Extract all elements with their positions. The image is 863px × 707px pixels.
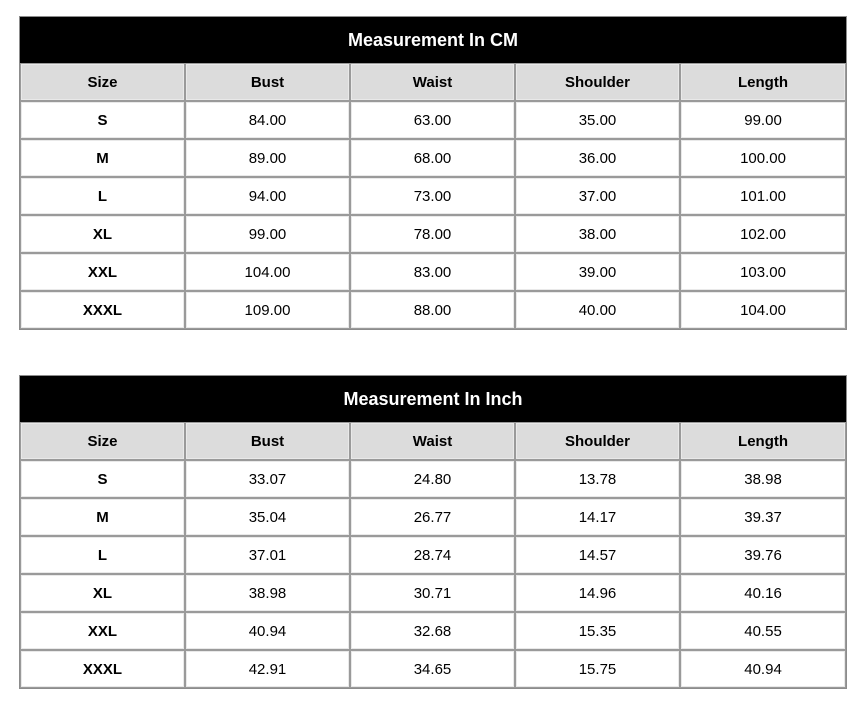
table-row	[20, 177, 846, 215]
cell-size: XL	[20, 215, 185, 253]
table-row	[20, 291, 846, 329]
cell-size: XXXL	[20, 650, 185, 688]
cell-length: 38.98	[680, 460, 846, 498]
cell-waist: 26.77	[350, 498, 515, 536]
table-row	[20, 101, 846, 139]
cell-size: XL	[20, 574, 185, 612]
table-row	[20, 498, 846, 536]
cell-length: 39.76	[680, 536, 846, 574]
cell-waist: 34.65	[350, 650, 515, 688]
cell-bust: 42.91	[185, 650, 350, 688]
cell-shoulder: 14.17	[515, 498, 680, 536]
table-row	[20, 215, 846, 253]
table-row	[20, 650, 846, 688]
cell-shoulder: 35.00	[515, 101, 680, 139]
cell-length: 103.00	[680, 253, 846, 291]
cell-shoulder: 15.75	[515, 650, 680, 688]
cell-waist: 78.00	[350, 215, 515, 253]
column-header-shoulder: Shoulder	[515, 63, 680, 101]
column-header-size: Size	[20, 422, 185, 460]
cell-bust: 40.94	[185, 612, 350, 650]
size-chart-cm-table	[19, 16, 847, 330]
column-header-size: Size	[20, 63, 185, 101]
cell-shoulder: 14.57	[515, 536, 680, 574]
table-row	[20, 574, 846, 612]
column-header-bust: Bust	[185, 422, 350, 460]
cell-waist: 32.68	[350, 612, 515, 650]
cell-size: M	[20, 139, 185, 177]
table-row	[20, 139, 846, 177]
cell-length: 104.00	[680, 291, 846, 329]
cell-bust: 94.00	[185, 177, 350, 215]
cell-bust: 89.00	[185, 139, 350, 177]
cell-length: 40.55	[680, 612, 846, 650]
column-header-bust: Bust	[185, 63, 350, 101]
cell-waist: 63.00	[350, 101, 515, 139]
cell-shoulder: 38.00	[515, 215, 680, 253]
cell-bust: 35.04	[185, 498, 350, 536]
cell-length: 40.94	[680, 650, 846, 688]
cell-waist: 88.00	[350, 291, 515, 329]
cell-size: XXL	[20, 253, 185, 291]
cell-bust: 38.98	[185, 574, 350, 612]
cell-shoulder: 15.35	[515, 612, 680, 650]
cell-size: L	[20, 177, 185, 215]
cell-size: XXL	[20, 612, 185, 650]
cell-size: S	[20, 460, 185, 498]
cell-waist: 24.80	[350, 460, 515, 498]
header-row	[20, 422, 846, 460]
cell-shoulder: 39.00	[515, 253, 680, 291]
cell-bust: 37.01	[185, 536, 350, 574]
table-row	[20, 253, 846, 291]
cell-size: S	[20, 101, 185, 139]
cell-bust: 33.07	[185, 460, 350, 498]
cell-waist: 28.74	[350, 536, 515, 574]
cell-length: 39.37	[680, 498, 846, 536]
cell-bust: 104.00	[185, 253, 350, 291]
cell-length: 100.00	[680, 139, 846, 177]
cell-shoulder: 36.00	[515, 139, 680, 177]
table-title-cm: Measurement In CM	[20, 17, 846, 63]
table-body-inch	[20, 422, 846, 688]
cell-waist: 68.00	[350, 139, 515, 177]
cell-size: XXXL	[20, 291, 185, 329]
cell-bust: 84.00	[185, 101, 350, 139]
cell-size: M	[20, 498, 185, 536]
column-header-shoulder: Shoulder	[515, 422, 680, 460]
header-row	[20, 63, 846, 101]
cell-shoulder: 14.96	[515, 574, 680, 612]
table-row	[20, 536, 846, 574]
cell-bust: 109.00	[185, 291, 350, 329]
cell-length: 40.16	[680, 574, 846, 612]
table-body-cm	[20, 63, 846, 329]
cell-waist: 73.00	[350, 177, 515, 215]
cell-length: 99.00	[680, 101, 846, 139]
cell-waist: 83.00	[350, 253, 515, 291]
cell-waist: 30.71	[350, 574, 515, 612]
column-header-waist: Waist	[350, 422, 515, 460]
column-header-length: Length	[680, 422, 846, 460]
column-header-length: Length	[680, 63, 846, 101]
cell-shoulder: 40.00	[515, 291, 680, 329]
cell-length: 102.00	[680, 215, 846, 253]
cell-shoulder: 37.00	[515, 177, 680, 215]
size-chart-inch-table	[19, 375, 847, 689]
cell-size: L	[20, 536, 185, 574]
table-row	[20, 460, 846, 498]
cell-bust: 99.00	[185, 215, 350, 253]
table-row	[20, 612, 846, 650]
cell-length: 101.00	[680, 177, 846, 215]
table-title-inch: Measurement In Inch	[20, 376, 846, 422]
cell-shoulder: 13.78	[515, 460, 680, 498]
column-header-waist: Waist	[350, 63, 515, 101]
